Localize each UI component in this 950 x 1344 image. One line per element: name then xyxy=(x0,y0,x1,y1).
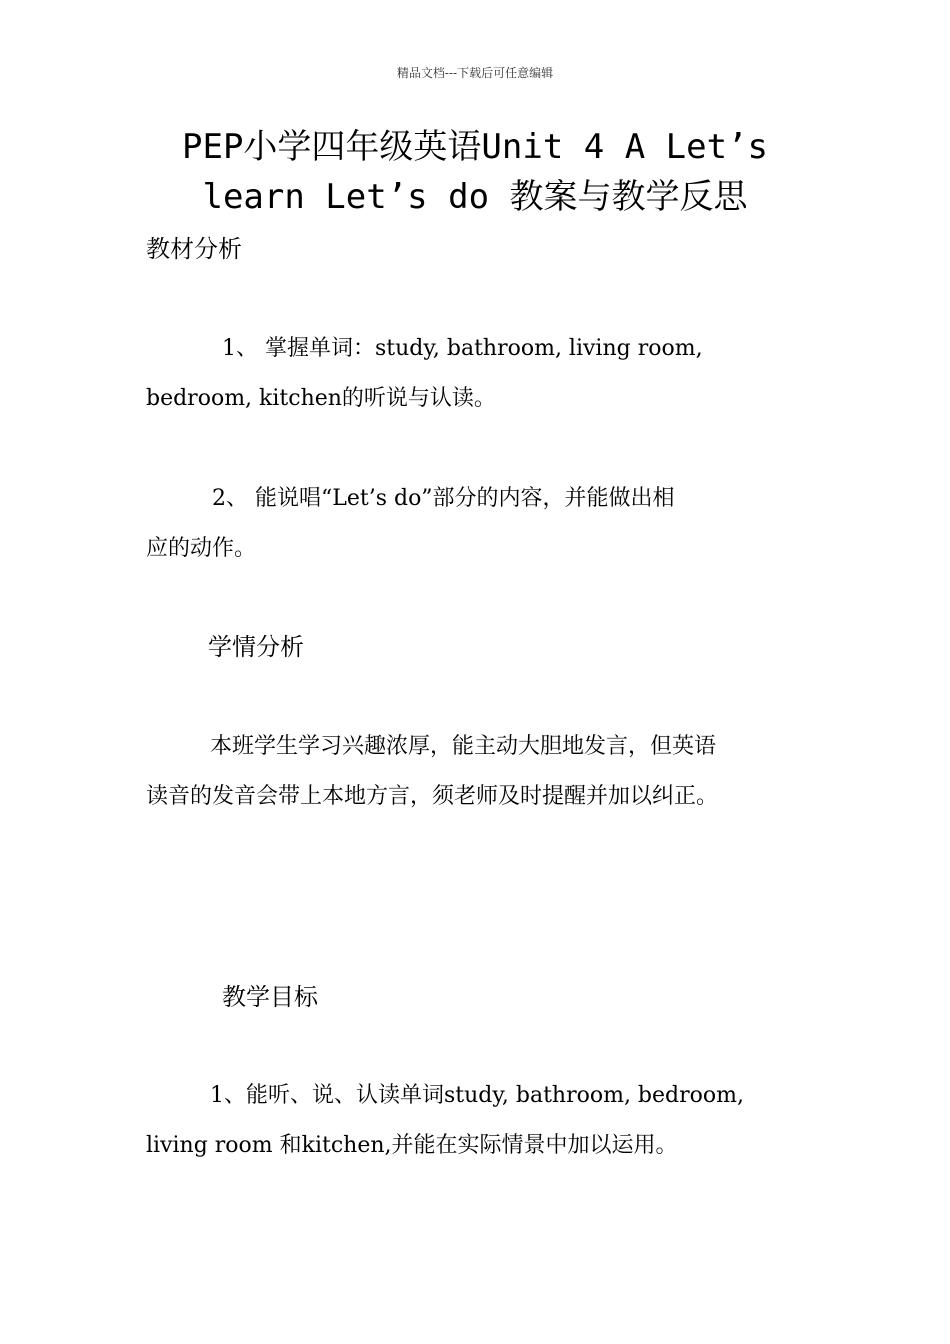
objective-item-1-line-2: bedroom, kitchen的听说与认读。 xyxy=(146,386,496,411)
teaching-goal-1-line-2: living room 和kitchen,并能在实际情景中加以运用。 xyxy=(146,1133,678,1158)
student-analysis-paragraph xyxy=(146,722,806,822)
page-header-note: 精品文档---下载后可任意编辑 xyxy=(396,66,554,80)
objective-item-2-line-1: 2、 能说唱“Let’s do”部分的内容，并能做出相 xyxy=(212,486,675,511)
student-analysis-line-1: 本班学生学习兴趣浓厚，能主动大胆地发言，但英语 xyxy=(210,734,717,759)
teaching-goal-1-line-1: 1、能听、说、认读单词study, bathroom, bedroom, xyxy=(210,1083,744,1108)
title-line-2: learn Let’s do 教案与教学反思 xyxy=(202,177,748,217)
section-heading-teaching-goals: 教学目标 xyxy=(222,983,318,1011)
objective-item-2-line-2: 应的动作。 xyxy=(146,536,257,561)
teaching-goal-1 xyxy=(146,1071,806,1171)
section-heading-student-analysis: 学情分析 xyxy=(208,633,304,661)
objective-item-2 xyxy=(146,474,806,574)
objective-item-1-line-1: 1、 掌握单词：study, bathroom, living room, xyxy=(222,336,703,361)
student-analysis-line-2: 读音的发音会带上本地方言，须老师及时提醒并加以纠正。 xyxy=(146,784,719,809)
objective-item-1 xyxy=(146,324,806,424)
document-title xyxy=(130,122,820,222)
section-heading-material-analysis: 教材分析 xyxy=(146,235,242,263)
title-line-1: PEP小学四年级英语Unit 4 A Let’s xyxy=(182,127,768,167)
